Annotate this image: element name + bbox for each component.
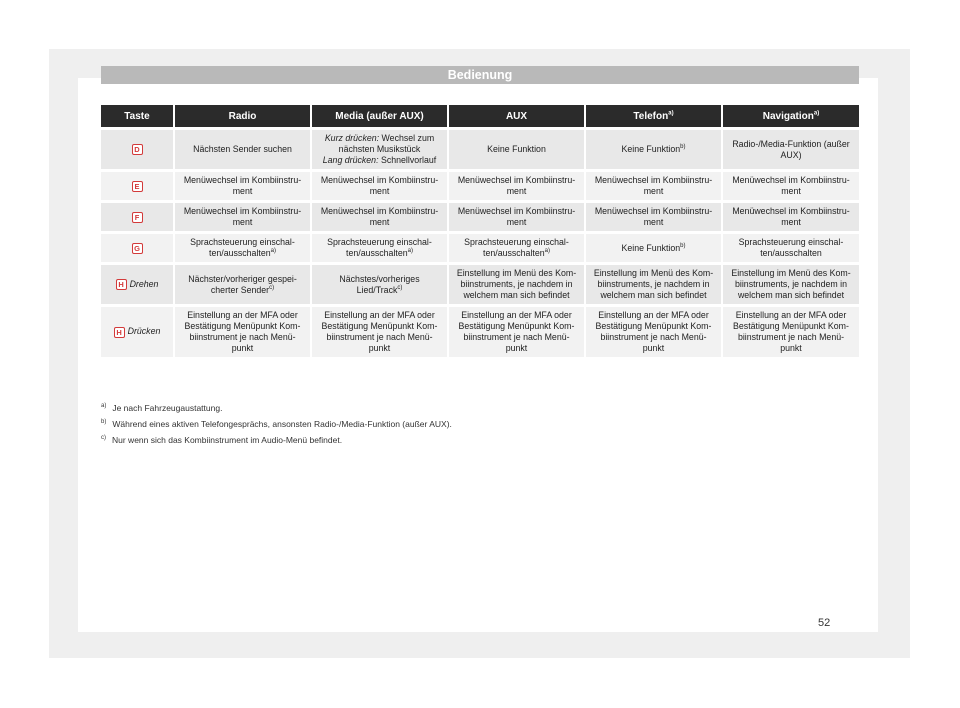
footnote-mark: c) [269,284,275,291]
table-row [101,234,859,262]
footnote-text: Je nach Fahrzeugaustattung. [112,403,223,413]
table-cell [584,234,721,262]
key-cell [101,307,173,357]
table-cell [584,203,721,231]
key-badge-icon: G [132,243,143,254]
cell-text: Sprachsteuerung einschal-ten/ausschalten [327,237,432,258]
table-cell [447,307,584,357]
column-header [447,105,584,127]
footnote [101,416,452,432]
cell-text: Keine Funktion [621,242,681,253]
footnote-mark: a) [270,248,276,255]
cell-text: Radio-/Media-Funktion (außer AUX) [732,138,850,160]
footnote-mark: a) [813,110,820,117]
column-header [101,105,173,127]
table-cell [584,307,721,357]
footnote-mark: b) [101,419,107,426]
footnote-mark: a) [407,248,413,255]
footnote-mark: b) [680,242,686,249]
cell-text: Keine Funktion [621,144,681,154]
table-cell [173,203,310,231]
table-row [101,265,859,304]
column-header [584,105,721,127]
footnote-text: Während eines aktiven Telefongesprächs, ansonsten Radio-/Media-Funktion (außer AUX). [112,419,452,429]
table-head [101,105,859,127]
table-cell [721,172,859,200]
column-header-label: Telefon [633,110,669,122]
cell-text: Sprachsteuerung einschal-ten/ausschalten [738,237,844,258]
key-cell [101,234,173,262]
table-cell [173,130,310,169]
key-badge-icon: H [114,327,125,338]
cell-text: Schnellvorlauf [378,155,437,165]
column-header [173,105,310,127]
cell-text: Keine Funktion [487,144,546,154]
footnote-mark: c) [101,435,106,442]
column-header-label: Radio [228,110,257,122]
cell-text: Menüwechsel im Kombiinstru-ment [594,206,713,227]
key-cell [101,265,173,304]
cell-emphasis: Kurz drücken: [324,133,380,143]
table-cell [584,172,721,200]
section-header: Bedienung [101,66,859,84]
key-badge-icon: D [132,144,143,155]
cell-text: Einstellung an der MFA oder Bestätigung Menüpunkt Kom-biinstrument je nach Menü-punkt [458,310,575,353]
footnote [101,400,452,416]
footnotes [101,400,452,448]
table-cell [584,130,721,169]
table-cell [447,172,584,200]
footnote-mark: a) [101,403,107,410]
cell-text: Menüwechsel im Kombiinstru-ment [320,206,439,227]
table-cell [721,130,859,169]
controls-table [101,102,859,360]
key-cell [101,130,173,169]
cell-text: Menüwechsel im Kombiinstru-ment [732,175,850,196]
table-cell [310,265,447,304]
key-badge-icon: E [132,181,143,192]
cell-text: Einstellung an der MFA oder Bestätigung Menüpunkt Kom-biinstrument je nach Menü-punkt [184,310,301,353]
cell-text: Einstellung an der MFA oder Bestätigung Menüpunkt Kom-biinstrument je nach Menü-punkt [595,310,712,353]
header-row [101,105,859,127]
key-cell [101,172,173,200]
cell-text: Sprachsteuerung einschal-ten/ausschalten [190,237,295,258]
column-header-label: Taste [124,110,150,122]
cell-text: Menüwechsel im Kombiinstru-ment [457,175,576,196]
table-cell [721,307,859,357]
table-cell [447,234,584,262]
column-header-label: AUX [505,110,528,122]
table-cell [584,265,721,304]
table-row [101,130,859,169]
cell-text: Nächstes/vorheriges Lied/Track [339,273,420,295]
cell-text: Einstellung an der MFA oder Bestätigung Menüpunkt Kom-biinstrument je nach Menü-punkt [321,310,438,353]
table-cell [310,234,447,262]
table-cell [447,265,584,304]
cell-text: Einstellung im Menü des Kom-biinstruments, je nachdem in welchem man sich befindet [593,268,714,300]
table-row [101,203,859,231]
table-cell [310,130,447,169]
column-header [310,105,447,127]
table-cell [173,265,310,304]
cell-text: Menüwechsel im Kombiinstru-ment [183,175,302,196]
table-cell [173,172,310,200]
cell-text: Einstellung im Menü des Kom-biinstruments, je nachdem in welchem man sich befindet [731,268,851,300]
footnote-mark: b) [680,144,686,151]
footnote-mark: a) [668,110,674,117]
cell-emphasis: Lang drücken: [322,155,379,165]
footnote-mark: c) [397,284,403,291]
footnote [101,432,452,448]
column-header [721,105,859,127]
cell-text: Nächsten Sender suchen [193,144,292,154]
table-cell [721,234,859,262]
table-cell [310,203,447,231]
cell-text: Menüwechsel im Kombiinstru-ment [732,206,850,227]
cell-text: Einstellung an der MFA oder Bestätigung Menüpunkt Kom-biinstrument je nach Menü-punkt [733,310,849,353]
cell-text: Menüwechsel im Kombiinstru-ment [183,206,302,227]
cell-text: Menüwechsel im Kombiinstru-ment [594,175,713,196]
table-cell [173,234,310,262]
table-row [101,307,859,357]
table-cell [173,307,310,357]
table-body [101,130,859,357]
cell-text: Nächster/vorheriger gespei-cherter Sender [188,273,297,295]
key-badge-icon: F [132,212,143,223]
key-badge-icon: H [116,279,127,290]
table-cell [721,265,859,304]
cell-text: Wechsel zum nächsten Musikstück [338,133,435,154]
footnote-text: Nur wenn sich das Kombiinstrument im Audio-Menü befindet. [112,435,343,445]
cell-text: Menüwechsel im Kombiinstru-ment [320,175,439,196]
key-cell [101,203,173,231]
table-cell [310,172,447,200]
cell-text: Sprachsteuerung einschal-ten/ausschalten [464,237,569,258]
table-cell [310,307,447,357]
table-cell [721,203,859,231]
key-action-label: Drehen [129,278,159,289]
table-row [101,172,859,200]
page-number: 52 [818,617,831,629]
cell-text: Einstellung im Menü des Kom-biinstruments, je nachdem in welchem man sich befindet [456,268,577,300]
table-cell [447,203,584,231]
key-action-label: Drücken [127,326,161,337]
footnote-mark: a) [544,248,550,255]
table-cell [447,130,584,169]
column-header-label: Media (außer AUX) [335,110,424,122]
cell-text: Menüwechsel im Kombiinstru-ment [457,206,576,227]
column-header-label: Navigation [762,110,814,122]
